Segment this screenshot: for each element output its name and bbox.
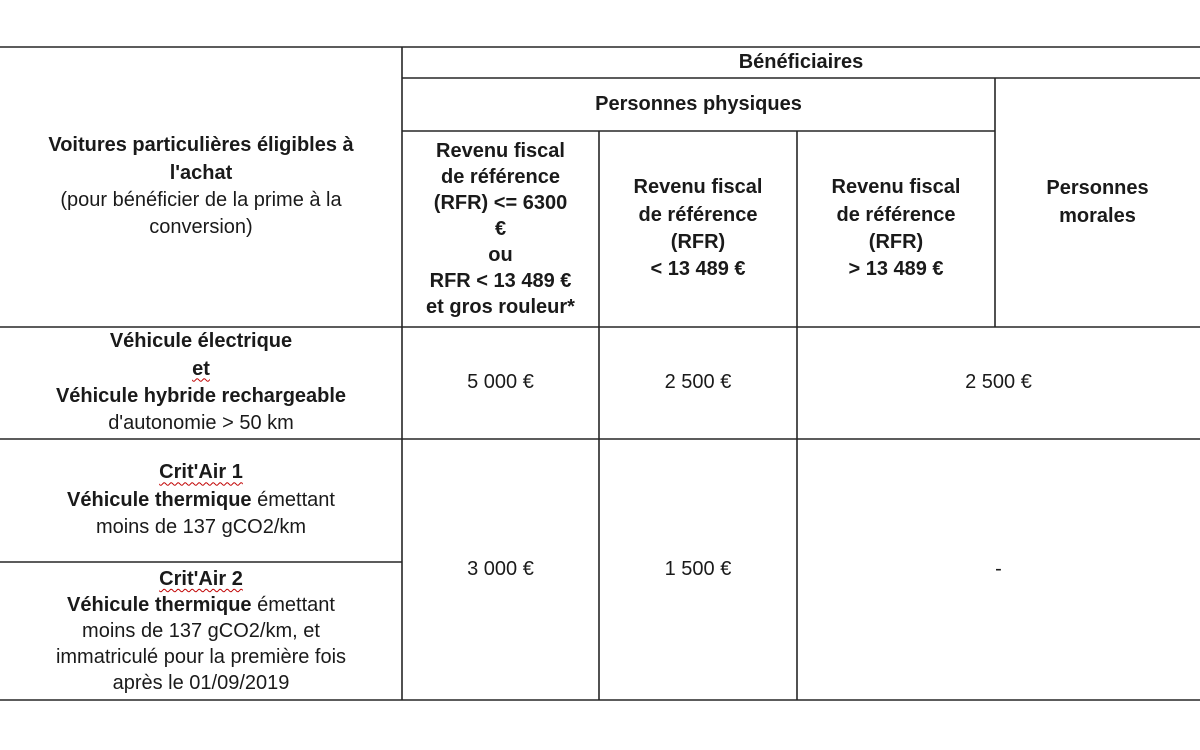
critair2-text: après le 01/09/2019 <box>112 672 290 694</box>
row1-label-connector: et <box>192 357 210 380</box>
row2-critair1-cell <box>0 439 402 562</box>
critair1-bold: Véhicule thermique <box>67 488 252 511</box>
header-line: Personnes <box>1046 177 1149 200</box>
header-line: < 13 489 € <box>650 258 746 281</box>
personnes-physiques-header <box>402 78 995 131</box>
header-line: (RFR) <= 6300 <box>433 192 568 214</box>
row1-label-line: Véhicule électrique <box>109 330 293 353</box>
personnes-physiques-label: Personnes physiques <box>595 92 802 115</box>
row2-critair2-cell <box>0 562 402 700</box>
header-line: Revenu fiscal <box>633 176 763 199</box>
row2-value-cell <box>797 439 1200 700</box>
header-line: Revenu fiscal <box>831 176 961 199</box>
header-line: de référence <box>836 203 956 226</box>
critair1-text: émettant <box>251 488 335 511</box>
critair2-bold: Véhicule thermique <box>67 594 252 616</box>
beneficiaires-header <box>402 47 1200 78</box>
row-header-note-line: conversion) <box>149 216 253 239</box>
header-col-personnes-morales <box>995 78 1200 327</box>
row-header-bold-line: l'achat <box>169 161 233 184</box>
row1-label-line: Véhicule hybride rechargeable <box>55 385 347 407</box>
header-line: de référence <box>638 203 758 226</box>
row2-value: 3 000 € <box>467 557 534 580</box>
row2-value: 1 500 € <box>664 557 732 580</box>
critair1-text: moins de 137 gCO2/km <box>95 516 307 539</box>
row1-value: 2 500 € <box>965 371 1032 394</box>
row1-label-cell <box>0 327 402 439</box>
header-col-rfr-below <box>599 131 797 327</box>
row1-value: 5 000 € <box>467 371 534 394</box>
critair2-text: immatriculé pour la première fois <box>55 646 347 668</box>
header-line: (RFR) <box>670 231 726 253</box>
header-col-rfr-6300 <box>402 131 599 327</box>
header-line: de référence <box>441 166 560 188</box>
row-header-cell <box>0 47 402 327</box>
row2-value-cell <box>402 439 599 700</box>
critair2-text: émettant <box>251 594 335 616</box>
header-line: > 13 489 € <box>848 258 944 281</box>
header-line: € <box>494 218 507 240</box>
row1-label-line: d'autonomie > 50 km <box>108 412 294 435</box>
row2-value-cell <box>599 439 797 700</box>
header-line: et gros rouleur* <box>426 296 575 318</box>
row1-value-cell <box>402 327 599 439</box>
critair2-title: Crit'Air 2 <box>159 568 243 590</box>
header-line: ou <box>488 244 513 266</box>
header-line: morales <box>1059 204 1136 227</box>
header-col-rfr-above <box>797 131 995 327</box>
row-header-bold-line: Voitures particulières éligibles à <box>48 134 354 157</box>
row1-value: 2 500 € <box>664 371 732 394</box>
header-line: Revenu fiscal <box>436 140 565 162</box>
row2-value: - <box>995 557 1002 580</box>
row1-value-cell <box>797 327 1200 439</box>
header-line: (RFR) <box>868 231 924 253</box>
critair1-title: Crit'Air 1 <box>159 461 243 484</box>
row-header-note-line: (pour bénéficier de la prime à la <box>60 189 342 211</box>
critair2-text: moins de 137 gCO2/km, et <box>82 620 320 642</box>
header-line: RFR < 13 489 € <box>429 270 572 292</box>
beneficiaires-label: Bénéficiaires <box>738 50 864 73</box>
row1-value-cell <box>599 327 797 439</box>
